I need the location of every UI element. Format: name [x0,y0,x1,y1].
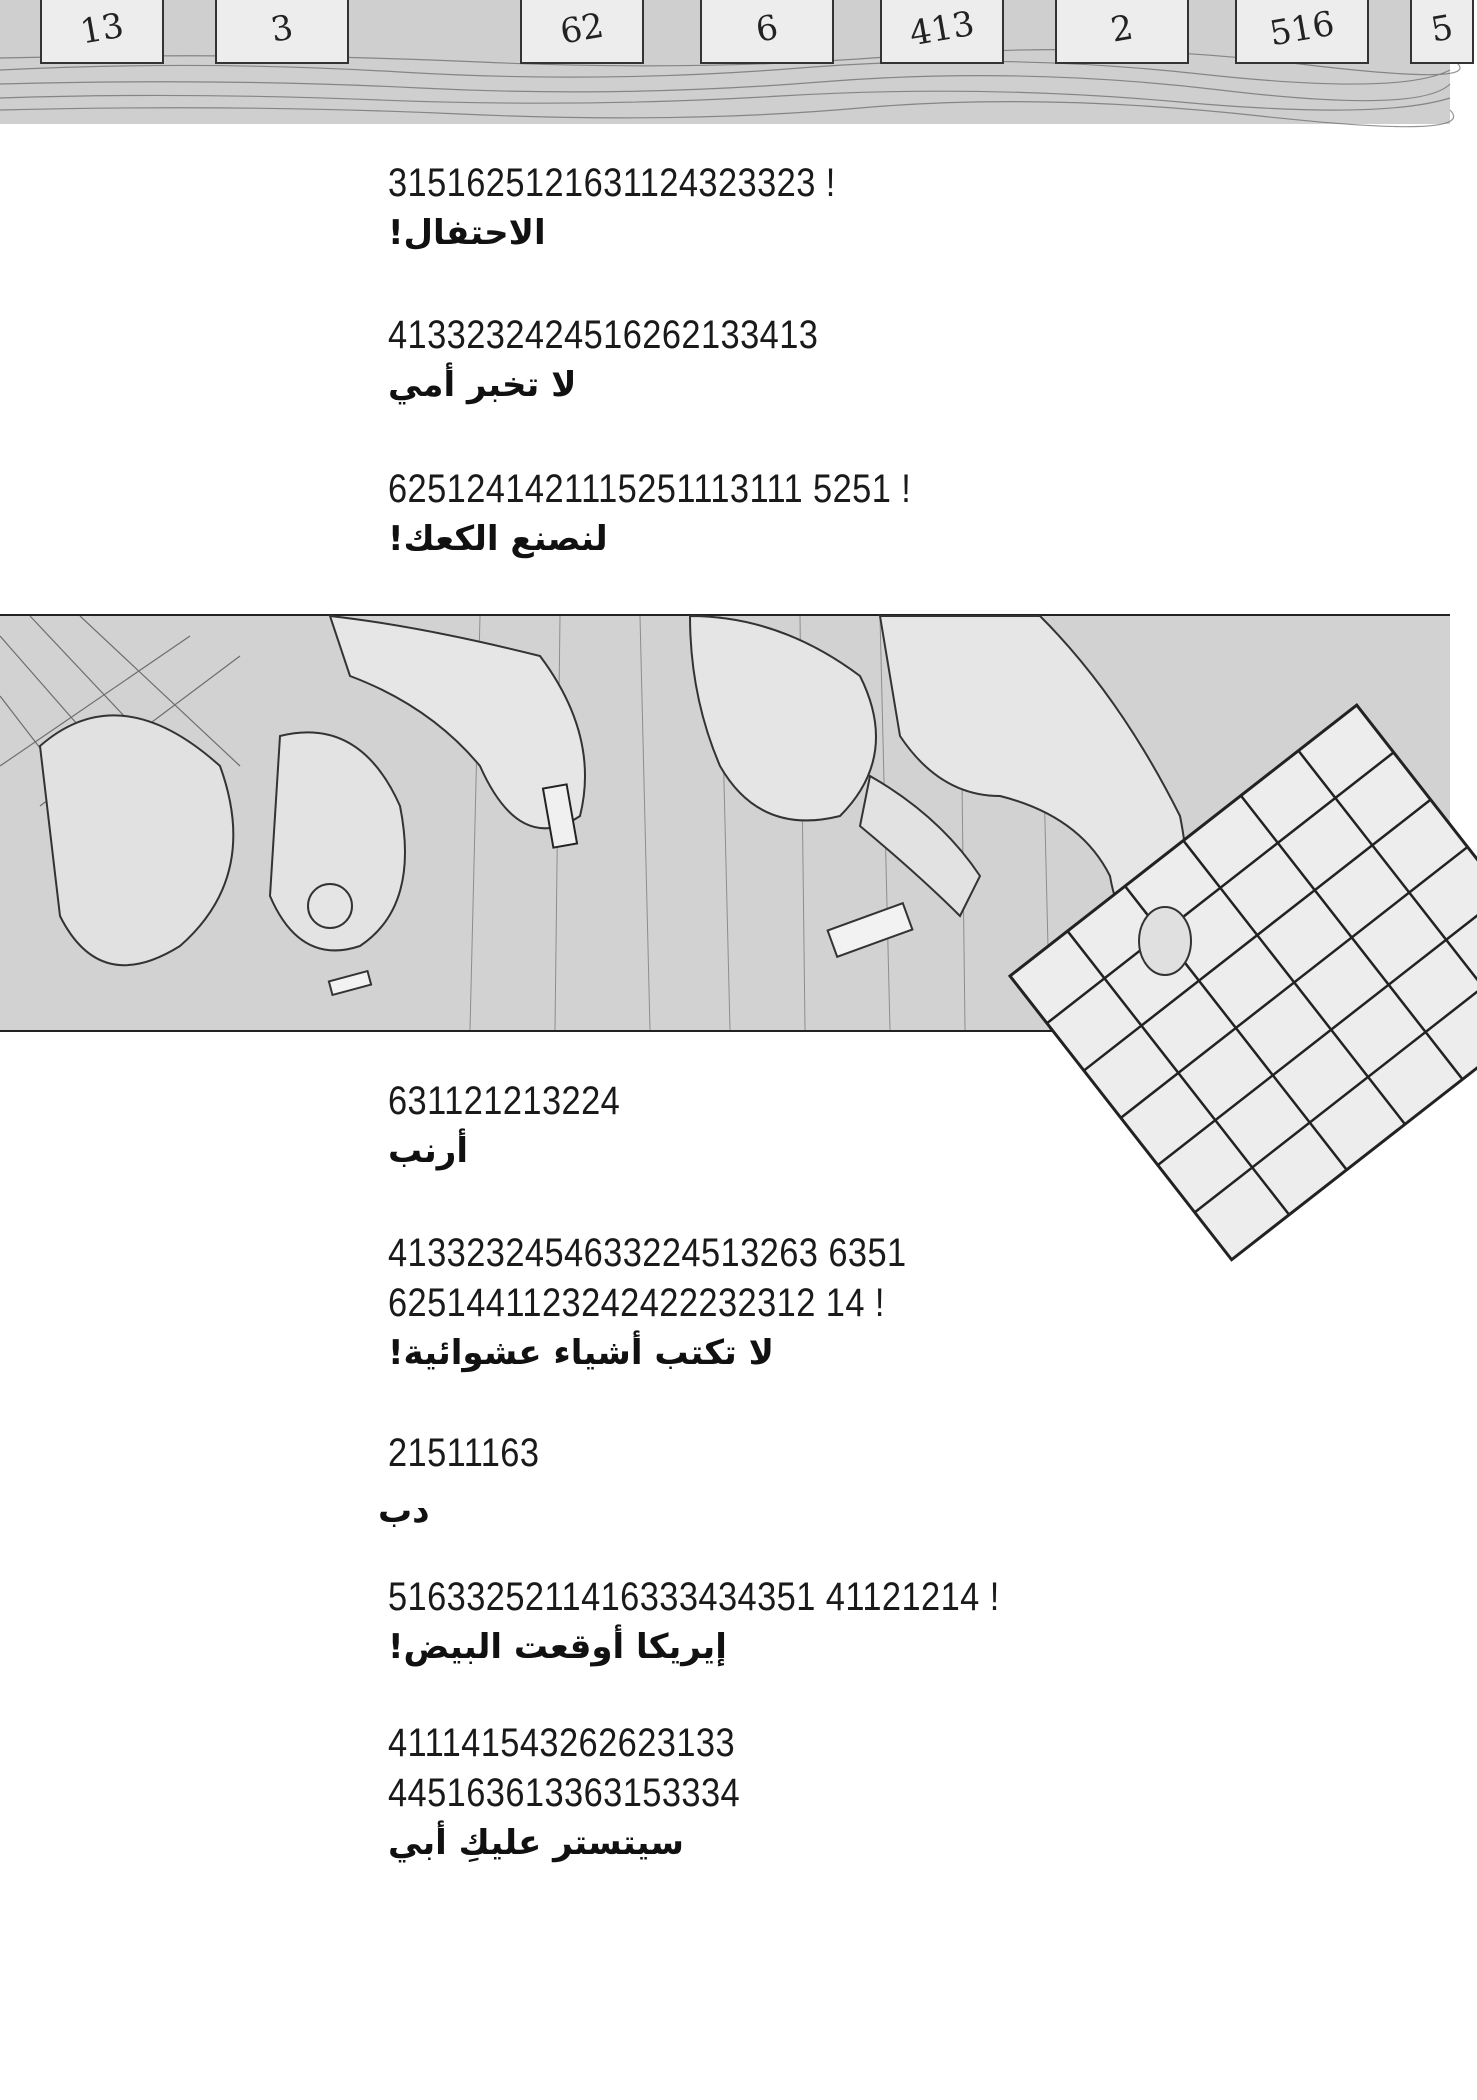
number-code: 3151625121631124323323 ! [388,161,836,205]
hands-and-letter-grid-illustration [0,616,1450,1030]
paper-card: 13 [40,0,164,64]
paper-card: 2 [1055,0,1189,64]
top-manga-panel [0,0,1457,124]
dialogue-block [388,1572,1099,1672]
number-code: 411141543262623133 [388,1721,736,1765]
paper-card: 5 [1410,0,1474,64]
middle-manga-panel [0,614,1450,1032]
dialogue-block [388,1228,991,1378]
paper-card: 516 [1235,0,1369,64]
dialogue-block [378,1428,564,1536]
arabic-translation: لا تكتب أشياء عشوائية! [388,1333,774,1373]
number-code: 4133232454633224513263 6351 [388,1231,907,1275]
arabic-translation: الاحتفال! [388,213,546,253]
dialogue-block [388,158,909,258]
number-code-2: 6251441123242422232312 14 ! [388,1281,885,1325]
paper-card: 62 [520,0,644,64]
arabic-translation: أرنب [388,1131,468,1171]
dialogue-block [388,310,888,410]
paper-card: 6 [700,0,834,64]
paper-card: 3 [215,0,349,64]
dialogue-block [388,464,996,564]
number-code: 6251241421115251113111 5251 ! [388,467,912,511]
arabic-translation: لنصنع الكعك! [388,519,608,559]
number-code: 4133232424516262133413 [388,313,819,357]
arabic-translation: لا تخبر أمي [388,365,577,405]
arabic-translation: سيتستر عليكِ أبي [388,1823,684,1863]
paper-card: 413 [880,0,1004,64]
number-code: 5163325211416333434351 41121214 ! [388,1575,1000,1619]
number-code: 21511163 [388,1431,540,1475]
dialogue-block [388,1718,797,1868]
number-code-2: 445163613363153334 [388,1771,741,1815]
arabic-translation: دب [378,1491,430,1531]
arabic-translation: إيريكا أوقعت البيض! [388,1627,727,1667]
number-code: 631121213224 [388,1079,621,1123]
dialogue-block [388,1076,658,1176]
